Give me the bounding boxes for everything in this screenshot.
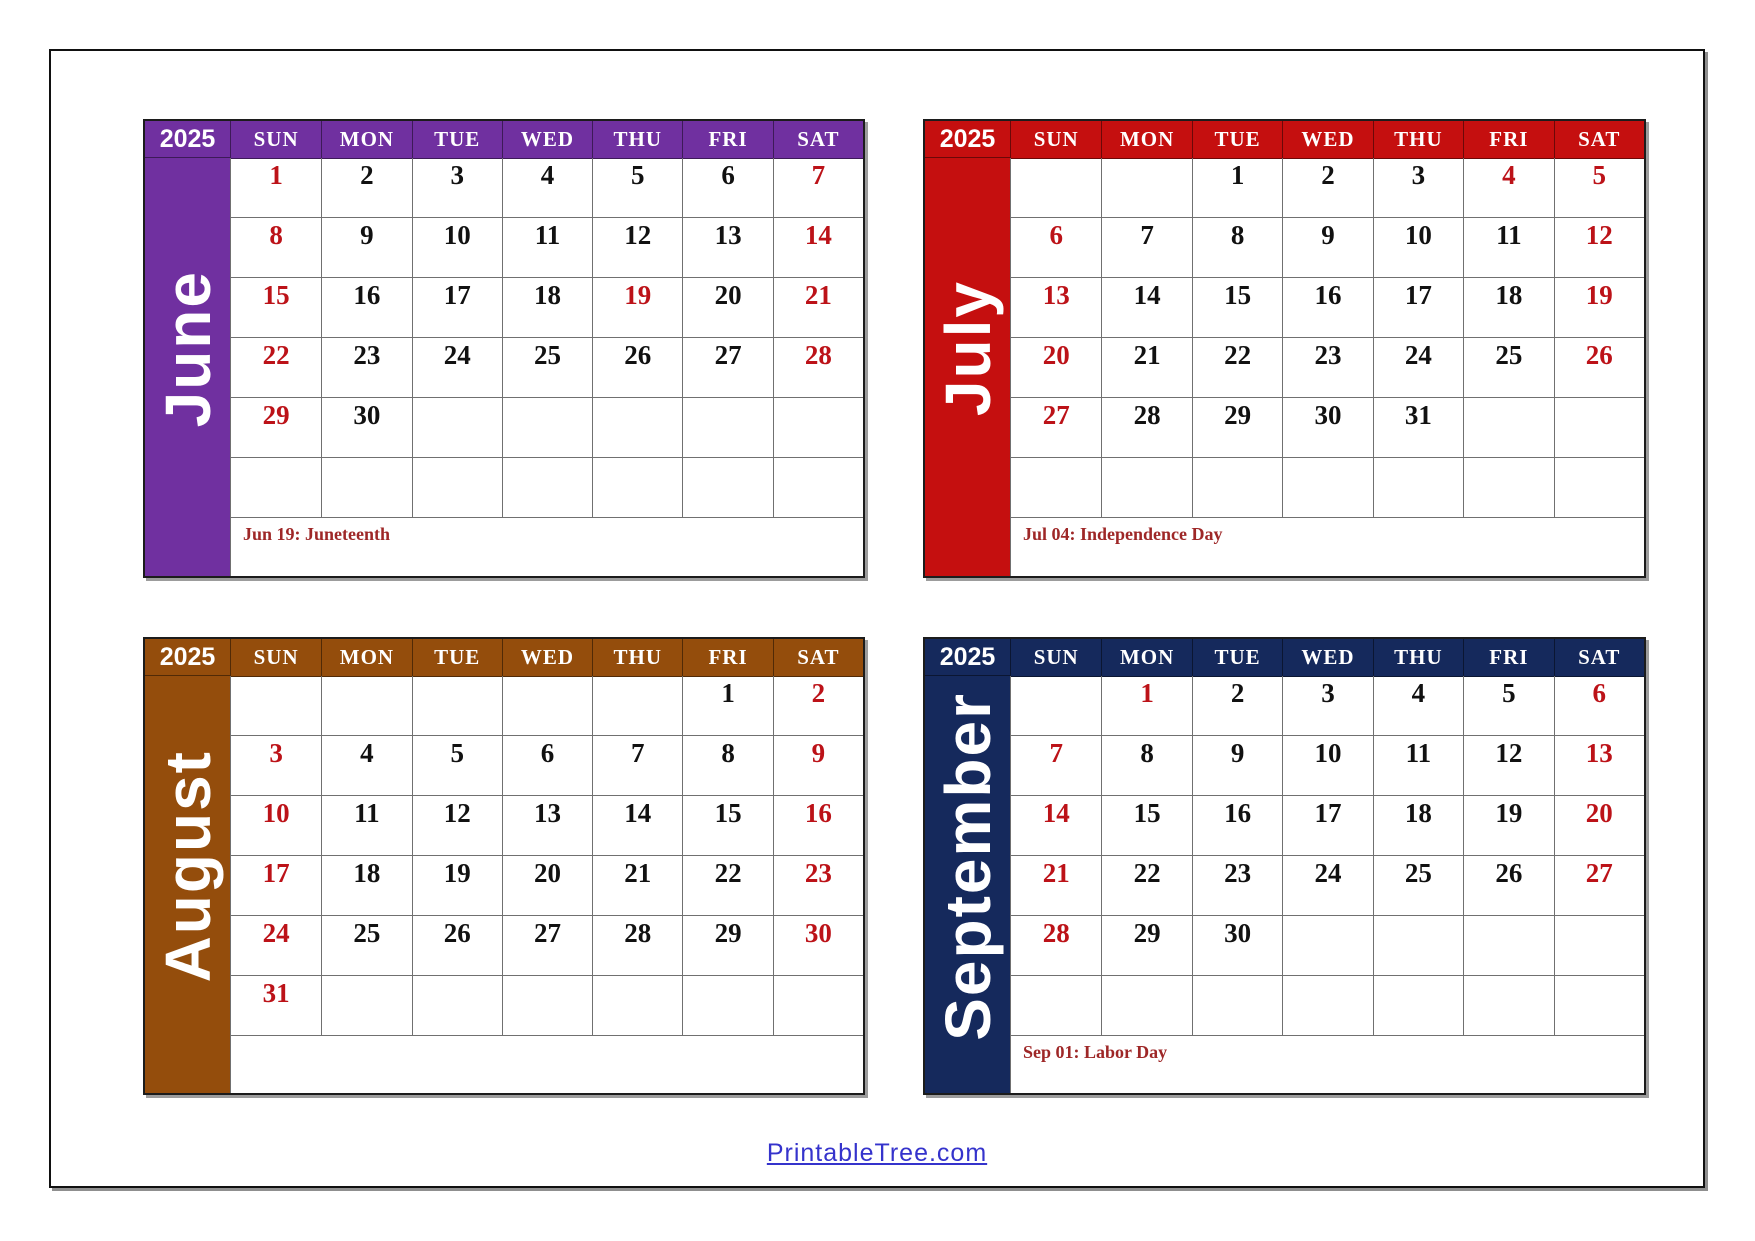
date-cell: 28 (592, 916, 682, 976)
date-cell: 12 (592, 218, 682, 278)
empty-date-cell (321, 976, 411, 1036)
empty-date-cell (1463, 458, 1553, 518)
empty-date-cell (1463, 398, 1553, 458)
date-cell: 1 (1192, 158, 1282, 218)
empty-date-cell (592, 458, 682, 518)
weekday-header-row (231, 121, 863, 158)
date-cell: 23 (773, 856, 863, 916)
date-cell: 6 (682, 158, 772, 218)
day-header-wed: WED (502, 639, 592, 677)
page-frame (49, 49, 1705, 1188)
date-cell: 13 (682, 218, 772, 278)
empty-date-cell (1554, 398, 1644, 458)
weekday-header-row (1011, 639, 1644, 676)
date-cell: 7 (1101, 218, 1191, 278)
date-cell: 24 (1373, 338, 1463, 398)
day-header-mon: MON (321, 639, 411, 677)
date-cell: 17 (231, 856, 321, 916)
day-header-thu: THU (1373, 121, 1463, 159)
date-cell: 11 (321, 796, 411, 856)
date-cell: 31 (231, 976, 321, 1036)
empty-date-cell (592, 398, 682, 458)
empty-date-cell (502, 676, 592, 736)
empty-date-cell (592, 976, 682, 1036)
day-header-sat: SAT (773, 639, 863, 677)
date-cell: 14 (592, 796, 682, 856)
date-cell: 2 (773, 676, 863, 736)
holiday-note (231, 1036, 863, 1093)
date-cell: 23 (1282, 338, 1372, 398)
date-cell: 27 (502, 916, 592, 976)
date-cell: 31 (1373, 398, 1463, 458)
date-cell: 29 (1101, 916, 1191, 976)
date-cell: 11 (502, 218, 592, 278)
calendar-august (143, 637, 865, 1095)
date-cell: 13 (1554, 736, 1644, 796)
empty-date-cell (1373, 916, 1463, 976)
date-cell: 26 (592, 338, 682, 398)
date-cell: 20 (1554, 796, 1644, 856)
empty-date-cell (1282, 976, 1372, 1036)
date-cell: 16 (773, 796, 863, 856)
empty-date-cell (1011, 458, 1101, 518)
date-cell: 19 (592, 278, 682, 338)
date-cell: 18 (1463, 278, 1553, 338)
date-cell: 24 (231, 916, 321, 976)
date-cell: 1 (1101, 676, 1191, 736)
day-header-sun: SUN (1011, 639, 1101, 677)
day-header-tue: TUE (1192, 121, 1282, 159)
day-header-wed: WED (1282, 639, 1372, 677)
month-band (925, 639, 1011, 1093)
date-cell: 27 (682, 338, 772, 398)
holiday-note: Sep 01: Labor Day (1023, 1042, 1168, 1062)
date-cell: 30 (1282, 398, 1372, 458)
date-cell: 9 (1282, 218, 1372, 278)
date-cell: 25 (321, 916, 411, 976)
date-cell: 21 (1101, 338, 1191, 398)
empty-date-cell (1101, 158, 1191, 218)
day-header-sat: SAT (1554, 121, 1644, 159)
date-cell: 30 (1192, 916, 1282, 976)
date-cell: 3 (1373, 158, 1463, 218)
date-cell: 25 (1373, 856, 1463, 916)
empty-date-cell (1282, 916, 1372, 976)
date-cell: 9 (1192, 736, 1282, 796)
date-cell: 12 (1463, 736, 1553, 796)
calendar-september (923, 637, 1646, 1095)
day-header-sun: SUN (1011, 121, 1101, 159)
month-label: September (931, 691, 1004, 1041)
date-cell: 22 (1101, 856, 1191, 916)
day-header-sun: SUN (231, 639, 321, 677)
calendar-july (923, 119, 1646, 578)
holiday-note: Jul 04: Independence Day (1023, 524, 1223, 544)
date-cell: 4 (1373, 676, 1463, 736)
date-cell: 29 (682, 916, 772, 976)
day-header-sun: SUN (231, 121, 321, 159)
weekday-header-row (1011, 121, 1644, 158)
date-cell: 23 (321, 338, 411, 398)
date-cell: 1 (682, 676, 772, 736)
date-cell: 10 (231, 796, 321, 856)
year-label: 2025 (145, 639, 231, 676)
empty-date-cell (1554, 458, 1644, 518)
empty-date-cell (412, 676, 502, 736)
empty-date-cell (1101, 458, 1191, 518)
day-header-fri: FRI (682, 639, 772, 677)
date-cell: 5 (592, 158, 682, 218)
date-cell: 28 (773, 338, 863, 398)
date-cell: 11 (1373, 736, 1463, 796)
date-grid (1011, 676, 1644, 1036)
date-cell: 16 (1282, 278, 1372, 338)
date-cell: 15 (682, 796, 772, 856)
day-header-mon: MON (321, 121, 411, 159)
date-cell: 12 (1554, 218, 1644, 278)
date-cell: 29 (1192, 398, 1282, 458)
date-cell: 7 (773, 158, 863, 218)
date-cell: 13 (1011, 278, 1101, 338)
month-label: June (151, 269, 224, 428)
date-grid (1011, 158, 1644, 518)
day-header-sat: SAT (1554, 639, 1644, 677)
empty-date-cell (502, 976, 592, 1036)
day-header-wed: WED (502, 121, 592, 159)
empty-date-cell (1192, 458, 1282, 518)
date-cell: 5 (412, 736, 502, 796)
empty-date-cell (502, 458, 592, 518)
day-header-tue: TUE (1192, 639, 1282, 677)
date-cell: 30 (773, 916, 863, 976)
date-cell: 2 (1282, 158, 1372, 218)
date-cell: 18 (1373, 796, 1463, 856)
date-cell: 8 (1101, 736, 1191, 796)
month-band (145, 121, 231, 576)
date-cell: 12 (412, 796, 502, 856)
date-cell: 11 (1463, 218, 1553, 278)
date-cell: 8 (231, 218, 321, 278)
date-cell: 28 (1011, 916, 1101, 976)
date-cell: 13 (502, 796, 592, 856)
day-header-fri: FRI (1463, 121, 1553, 159)
date-cell: 2 (321, 158, 411, 218)
date-cell: 18 (502, 278, 592, 338)
day-header-tue: TUE (412, 639, 502, 677)
date-cell: 6 (1011, 218, 1101, 278)
date-cell: 20 (1011, 338, 1101, 398)
month-band (145, 639, 231, 1093)
date-cell: 27 (1011, 398, 1101, 458)
date-cell: 20 (682, 278, 772, 338)
date-cell: 21 (1011, 856, 1101, 916)
date-cell: 29 (231, 398, 321, 458)
date-cell: 19 (412, 856, 502, 916)
date-grid (231, 158, 863, 518)
date-cell: 15 (1101, 796, 1191, 856)
day-header-thu: THU (592, 121, 682, 159)
date-cell: 20 (502, 856, 592, 916)
date-cell: 14 (1101, 278, 1191, 338)
date-cell: 8 (1192, 218, 1282, 278)
holiday-note: Jun 19: Juneteenth (243, 524, 391, 544)
empty-date-cell (682, 458, 772, 518)
weekday-header-row (231, 639, 863, 676)
date-cell: 26 (412, 916, 502, 976)
date-cell: 7 (1011, 736, 1101, 796)
date-cell: 3 (1282, 676, 1372, 736)
empty-date-cell (773, 458, 863, 518)
date-cell: 8 (682, 736, 772, 796)
date-cell: 9 (321, 218, 411, 278)
empty-date-cell (1463, 976, 1553, 1036)
day-header-fri: FRI (1463, 639, 1553, 677)
empty-date-cell (1192, 976, 1282, 1036)
empty-date-cell (1554, 916, 1644, 976)
date-cell: 5 (1554, 158, 1644, 218)
date-cell: 3 (231, 736, 321, 796)
empty-date-cell (1011, 676, 1101, 736)
empty-date-cell (682, 976, 772, 1036)
date-cell: 27 (1554, 856, 1644, 916)
date-cell: 19 (1554, 278, 1644, 338)
date-cell: 17 (412, 278, 502, 338)
date-cell: 23 (1192, 856, 1282, 916)
day-header-thu: THU (592, 639, 682, 677)
day-header-fri: FRI (682, 121, 772, 159)
date-cell: 17 (1282, 796, 1372, 856)
date-cell: 4 (321, 736, 411, 796)
empty-date-cell (1101, 976, 1191, 1036)
year-label: 2025 (145, 121, 231, 158)
date-cell: 7 (592, 736, 682, 796)
month-label: August (151, 749, 224, 983)
date-cell: 2 (1192, 676, 1282, 736)
date-cell: 30 (321, 398, 411, 458)
date-cell: 19 (1463, 796, 1553, 856)
empty-date-cell (231, 458, 321, 518)
date-cell: 25 (502, 338, 592, 398)
day-header-mon: MON (1101, 121, 1191, 159)
day-header-tue: TUE (412, 121, 502, 159)
date-cell: 25 (1463, 338, 1553, 398)
date-cell: 14 (1011, 796, 1101, 856)
year-label: 2025 (925, 121, 1011, 158)
empty-date-cell (592, 676, 682, 736)
date-cell: 16 (321, 278, 411, 338)
date-cell: 4 (1463, 158, 1553, 218)
date-cell: 26 (1554, 338, 1644, 398)
date-grid (231, 676, 863, 1036)
empty-date-cell (321, 676, 411, 736)
year-label: 2025 (925, 639, 1011, 676)
empty-date-cell (1011, 158, 1101, 218)
empty-date-cell (1463, 916, 1553, 976)
empty-date-cell (502, 398, 592, 458)
date-cell: 10 (1282, 736, 1372, 796)
date-cell: 3 (412, 158, 502, 218)
date-cell: 15 (231, 278, 321, 338)
day-header-wed: WED (1282, 121, 1372, 159)
date-cell: 14 (773, 218, 863, 278)
date-cell: 17 (1373, 278, 1463, 338)
day-header-sat: SAT (773, 121, 863, 159)
empty-date-cell (412, 398, 502, 458)
date-cell: 22 (682, 856, 772, 916)
date-cell: 10 (412, 218, 502, 278)
date-cell: 18 (321, 856, 411, 916)
empty-date-cell (773, 398, 863, 458)
date-cell: 9 (773, 736, 863, 796)
empty-date-cell (1373, 458, 1463, 518)
empty-date-cell (1011, 976, 1101, 1036)
date-cell: 5 (1463, 676, 1553, 736)
date-cell: 26 (1463, 856, 1553, 916)
date-cell: 16 (1192, 796, 1282, 856)
empty-date-cell (412, 976, 502, 1036)
date-cell: 24 (1282, 856, 1372, 916)
empty-date-cell (682, 398, 772, 458)
empty-date-cell (1554, 976, 1644, 1036)
month-label: July (931, 280, 1004, 417)
date-cell: 1 (231, 158, 321, 218)
date-cell: 15 (1192, 278, 1282, 338)
date-cell: 22 (1192, 338, 1282, 398)
date-cell: 22 (231, 338, 321, 398)
day-header-thu: THU (1373, 639, 1463, 677)
printabletree-link[interactable]: PrintableTree.com (766, 1139, 988, 1167)
empty-date-cell (321, 458, 411, 518)
date-cell: 24 (412, 338, 502, 398)
calendar-june (143, 119, 865, 578)
empty-date-cell (412, 458, 502, 518)
date-cell: 6 (502, 736, 592, 796)
footer-brand (51, 1139, 1703, 1168)
day-header-mon: MON (1101, 639, 1191, 677)
empty-date-cell (1373, 976, 1463, 1036)
date-cell: 4 (502, 158, 592, 218)
empty-date-cell (1282, 458, 1372, 518)
month-band (925, 121, 1011, 576)
date-cell: 21 (773, 278, 863, 338)
date-cell: 10 (1373, 218, 1463, 278)
date-cell: 21 (592, 856, 682, 916)
empty-date-cell (231, 676, 321, 736)
date-cell: 28 (1101, 398, 1191, 458)
empty-date-cell (773, 976, 863, 1036)
date-cell: 6 (1554, 676, 1644, 736)
